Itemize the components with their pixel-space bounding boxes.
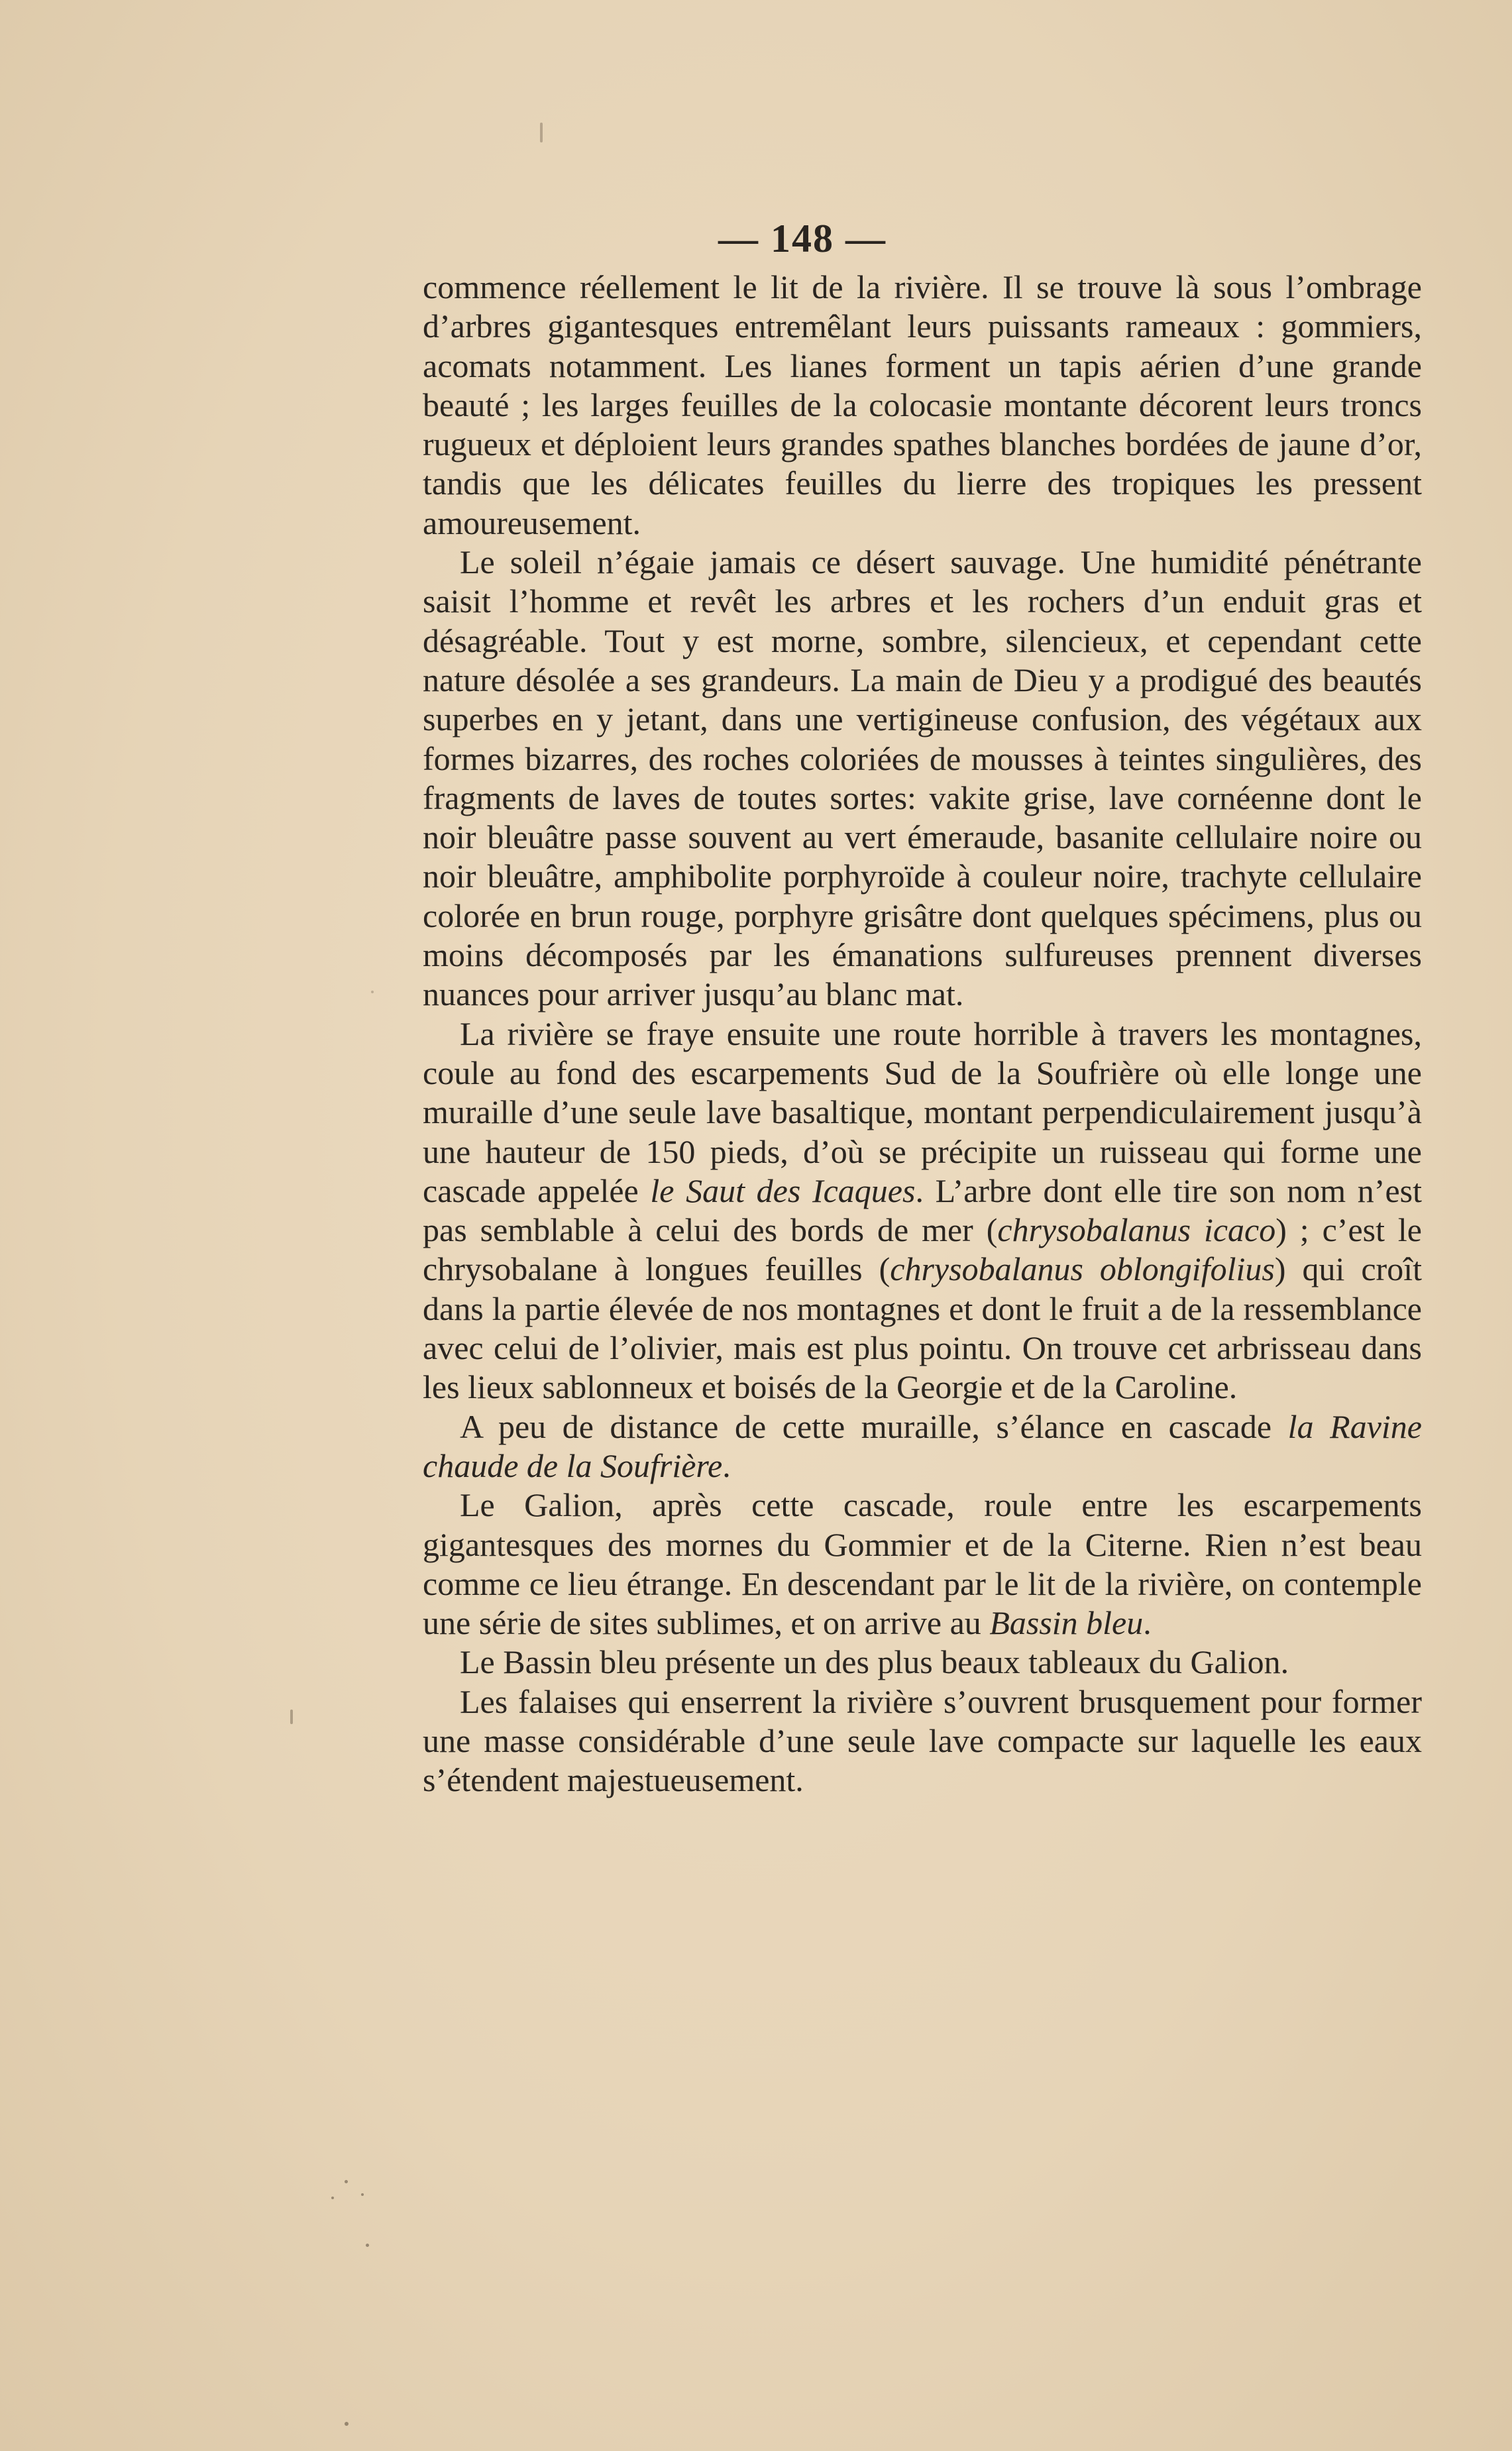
italic-phrase: chrysobalanus oblongifolius	[890, 1250, 1275, 1288]
paragraph	[423, 268, 1422, 543]
paper-speck	[345, 2180, 348, 2183]
paper-speck	[290, 1710, 293, 1724]
paper-speck	[371, 991, 374, 993]
italic-phrase: Bassin bleu	[989, 1604, 1144, 1642]
paragraph	[423, 1407, 1422, 1486]
paragraph-text: . L’arbre dont elle tire son nom n’est pas semblable à celui des bords de mer (	[423, 1171, 1422, 1249]
paper-speck	[345, 2422, 349, 2426]
paper-speck	[540, 123, 543, 142]
paper-speck	[331, 2197, 334, 2199]
paper-speck	[361, 2193, 364, 2196]
paragraph	[423, 1643, 1422, 1682]
paragraph-text: .	[722, 1446, 731, 1484]
paragraph-text: commence réellement le lit de la rivière. Il se trouve là sous l’ombrage d’arbres gigantesques entremêlant leurs puissants rameaux : gommiers, acomats notamment. Les lianes forment un tapis aérien d’une grande beauté ; les larges feuilles de la colocasie montante décorent leurs troncs rugueux et déploient leurs grandes spathes blanches bordées de jaune d’or, tandis que les délicates feuilles du lierre des tropiques les pressent amoureusement.	[423, 268, 1422, 541]
paper-speck	[366, 2244, 369, 2247]
page-number: — 148 —	[718, 217, 887, 260]
paragraph	[423, 543, 1422, 1014]
italic-phrase: chrysobalanus icaco	[997, 1211, 1276, 1249]
italic-phrase: la Ravine chaude de la Soufrière	[423, 1407, 1422, 1484]
paragraph-text: .	[1143, 1604, 1152, 1642]
paragraph-text: A peu de distance de cette muraille, s’élance en cascade	[460, 1407, 1288, 1445]
paragraph	[423, 1682, 1422, 1800]
italic-phrase: le Saut des Icaques	[650, 1171, 916, 1209]
paragraph-text: ) ; c’est le chrysobalane à longues feuilles (	[423, 1211, 1422, 1288]
paragraph-text: La rivière se fraye ensuite une route horrible à travers les montagnes, coule au fond des escarpements Sud de la Soufrière où elle longe une muraille d’une seule lave basaltique, montant perpendiculairement jusqu’à une hauteur de 150 pieds, d’où se précipite un ruisseau qui forme une cascade appelée	[423, 1014, 1422, 1209]
paragraph	[423, 1014, 1422, 1407]
paragraph-text: Le Bassin bleu présente un des plus beaux tableaux du Galion.	[460, 1643, 1289, 1681]
paragraph-text: Les falaises qui enserrent la rivière s’ouvrent brusquement pour former une masse considérable d’une seule lave compacte sur laquelle les eaux s’étendent majestueusement.	[423, 1682, 1422, 1799]
paragraph	[423, 1486, 1422, 1643]
body-text	[423, 268, 1422, 1800]
paragraph-text: ) qui croît dans la partie élevée de nos montagnes et dont le fruit a de la ressemblance avec celui de l’olivier, mais est plus pointu. On trouve cet arbrisseau dans les lieux sablonneux et boisés de la Georgie et de la Caroline.	[423, 1250, 1422, 1406]
paragraph-text: Le Galion, après cette cascade, roule entre les escarpements gigantesques des mornes du Gommier et de la Citerne. Rien n’est beau comme ce lieu étrange. En descendant par le lit de la rivière, on contemple une série de sites sublimes, et on arrive au	[423, 1486, 1422, 1642]
paragraph-text: Le soleil n’égaie jamais ce désert sauvage. Une humidité pénétrante saisit l’homme et revêt les arbres et les rochers d’un enduit gras et désagréable. Tout y est morne, sombre, silencieux, et cependant cette nature désolée a ses grandeurs. La main de Dieu y a prodigué des beautés superbes en y jetant, dans une vertigineuse confusion, des végétaux aux formes bizarres, des roches coloriées de mousses à teintes singulières, des fragments de laves de toutes sortes: vakite grise, lave cornéenne dont le noir bleuâtre passe souvent au vert émeraude, basanite cellulaire noire ou noir bleuâtre, amphibolite porphyroïde à couleur noire, trachyte cellulaire colorée en brun rouge, porphyre grisâtre dont quelques spécimens, plus ou moins décomposés par les émanations sulfureuses prennent diverses nuances pour arriver jusqu’au blanc mat.	[423, 543, 1422, 1013]
